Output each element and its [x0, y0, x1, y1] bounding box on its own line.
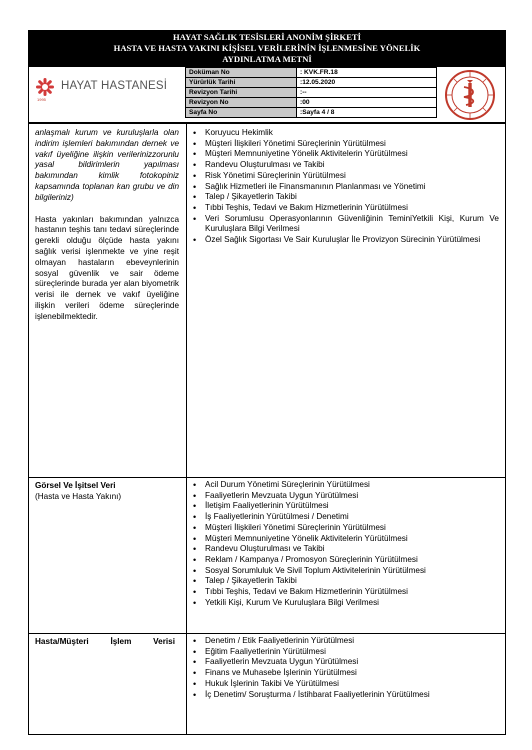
list-item: • Hukuk İşlerinin Takibi Ve Yürütülmesi: [193, 679, 499, 690]
section1-italic-text: anlaşmalı kurum ve kuruluşlarla olan indirim işlemleri bakımından dernek ve vakıf üyeliğine ilişkin verilerinizzorunlu yasal bildirimlerin yapılması bakımından kimlik fotokopiniz kapsamında toplanan kan grubu ve din bilgileriniz): [35, 128, 179, 202]
meta-row-doc-no: [186, 68, 437, 78]
meta-row-effective-date: [186, 78, 437, 88]
list-item: • Talep / Şikayetlerin Takibi: [193, 192, 499, 203]
list-item: • Randevu Oluşturulması ve Takibi: [193, 160, 499, 171]
list-item: • Finans ve Muhasebe İşlerinin Yürütülmesi: [193, 668, 499, 679]
column-divider: [186, 124, 187, 734]
section1-plain-text: Hasta yakınları bakımından yalnızca hastanın teşhis tanı tedavi süreçlerinde gerekli olduğu ölçüde hasta yakını sağlık verisi işlenmekte ve yine reşit olmayan hastaların ebeveynlerinin sosyal güvenlik ve sair ödeme süreçlerinde burada yer alan biyometrik verisi ile dernek ve vakıf üyeliğine ilişkin verileri ödeme süreçlerinde işlenebilmektedir.: [35, 214, 179, 321]
section3-purpose-list: [193, 636, 499, 700]
list-item: • Risk Yönetimi Süreçlerinin Yürütülmesi: [193, 171, 499, 182]
hospital-logo: [35, 75, 185, 105]
section1-purpose-list: [193, 128, 499, 246]
list-item: • Müşteri İlişkileri Yönetimi Süreçlerinin Yürütülmesi: [193, 139, 499, 150]
list-item: • Faaliyetlerin Mevzuata Uygun Yürütülmesi: [193, 657, 499, 668]
document-meta-table: [185, 67, 437, 118]
section1-left-cell: [35, 128, 179, 323]
list-item: • Özel Sağlık Sigortası Ve Sair Kuruluşlar İle Provizyon Sürecinin Yürütülmesi: [193, 235, 499, 246]
list-item: • Eğitim Faaliyetlerinin Yürütülmesi: [193, 647, 499, 658]
meta-key: Revizyon Tarihi: [186, 88, 297, 98]
hospital-logo-year: 1995: [37, 97, 46, 102]
list-item: • Faaliyetlerin Mevzuata Uygun Yürütülmesi: [193, 491, 499, 502]
list-item: • Yetkili Kişi, Kurum Ve Kuruluşlara Bilgi Verilmesi: [193, 598, 499, 609]
processing-purposes-table: [28, 123, 506, 735]
hospital-logo-name: HAYAT HASTANESİ: [61, 80, 168, 92]
list-item: • İç Denetim/ Soruşturma / İstihbarat Faaliyetlerinin Yürütülmesi: [193, 690, 499, 701]
section2-title: Görsel Ve İşitsel Veri: [35, 481, 116, 490]
section3-left-cell: [35, 637, 175, 648]
list-item: • Acil Durum Yönetimi Süreçlerinin Yürütülmesi: [193, 480, 499, 491]
row-divider: [29, 477, 505, 478]
section3-title: Hasta/Müşteri İşlem Verisi: [35, 637, 175, 646]
list-item: • Denetim / Etik Faaliyetlerinin Yürütülmesi: [193, 636, 499, 647]
meta-value: :Sayfa 4 / 8: [297, 108, 437, 118]
meta-value: : KVK.FR.18: [297, 68, 437, 78]
list-item: • Tıbbi Teşhis, Tedavi ve Bakım Hizmetlerinin Yürütülmesi: [193, 587, 499, 598]
list-item: • Müşteri Memnuniyetine Yönelik Aktivitelerin Yürütülmesi: [193, 534, 499, 545]
title-line-3: AYDINLATMA METNİ: [222, 54, 312, 64]
meta-key: Revizyon No: [186, 98, 297, 108]
section2-left-cell: [35, 481, 179, 503]
list-item: • Talep / Şikayetlerin Takibi: [193, 576, 499, 587]
list-item: • Randevu Oluşturulması ve Takibi: [193, 544, 499, 555]
meta-key: Yürürlük Tarihi: [186, 78, 297, 88]
document-header: [28, 30, 506, 123]
list-item: • Reklam / Kampanya / Promosyon Süreçlerinin Yürütülmesi: [193, 555, 499, 566]
title-line-2: HASTA VE HASTA YAKINI KİŞİSEL VERİLERİNİN İŞLENMESİNE YÖNELİK: [113, 43, 421, 53]
ministry-seal-icon: [444, 69, 496, 121]
meta-value: :12.05.2020: [297, 78, 437, 88]
list-item: • Tıbbi Teşhis, Tedavi ve Bakım Hizmetlerinin Yürütülmesi: [193, 203, 499, 214]
meta-value: :--: [297, 88, 437, 98]
section2-subtitle: (Hasta ve Hasta Yakını): [35, 491, 122, 501]
list-item: • Koruyucu Hekimlik: [193, 128, 499, 139]
meta-row-page-no: [186, 108, 437, 118]
row-divider: [29, 633, 505, 634]
list-item: • Sağlık Hizmetleri ile Finansmanının Planlanması ve Yönetimi: [193, 182, 499, 193]
meta-value: :00: [297, 98, 437, 108]
hospital-logo-icon: [35, 77, 55, 97]
list-item: • Müşteri Memnuniyetine Yönelik Aktivitelerin Yürütülmesi: [193, 149, 499, 160]
list-item: • İletişim Faaliyetlerinin Yürütülmesi: [193, 501, 499, 512]
list-item: • Veri Sorumlusu Operasyonlarının Güvenliğinin TeminiYetkili Kişi, Kurum Ve Kuruluşlara Bilgi Verilmesi: [193, 214, 499, 235]
title-line-1: HAYAT SAĞLIK TESİSLERİ ANONİM ŞİRKETİ: [172, 32, 362, 42]
document-title: [29, 31, 505, 67]
list-item: • Müşteri İlişkileri Yönetimi Süreçlerinin Yürütülmesi: [193, 523, 499, 534]
meta-row-revision-date: [186, 88, 437, 98]
meta-key: Sayfa No: [186, 108, 297, 118]
list-item: • İş Faaliyetlerinin Yürütülmesi / Denetimi: [193, 512, 499, 523]
meta-key: Doküman No: [186, 68, 297, 78]
list-item: • Sosyal Sorumluluk Ve Sivil Toplum Aktivitelerinin Yürütülmesi: [193, 566, 499, 577]
section2-purpose-list: [193, 480, 499, 608]
meta-row-revision-no: [186, 98, 437, 108]
